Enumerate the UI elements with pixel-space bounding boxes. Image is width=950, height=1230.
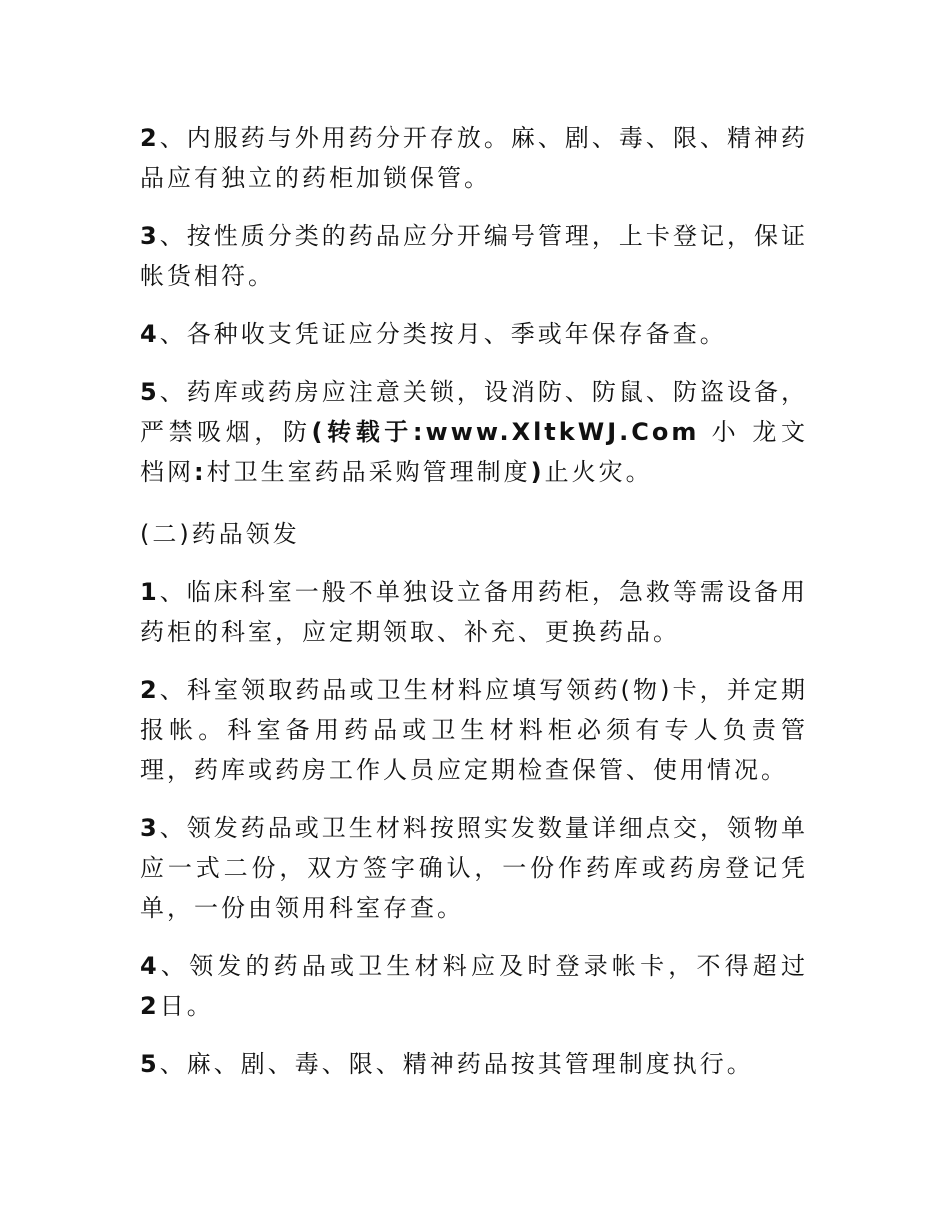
paragraph-text-end: 止火灾。	[544, 458, 653, 486]
source-url-text: 转载于:www.XltkWJ.Com	[325, 418, 700, 446]
item-number: 1	[140, 578, 160, 606]
paragraph-text: 、领发药品或卫生材料按照实发数量详细点交，领物单应一式二份，双方签字确认，一份作药库或药房登记凭单，一份由领用科室存查。	[140, 814, 808, 922]
paragraph-item-3	[140, 216, 808, 296]
section-paragraph-item-1	[140, 572, 808, 652]
item-number: 2	[140, 676, 160, 704]
item-number: 3	[140, 814, 160, 842]
item-number: 4	[140, 952, 160, 980]
item-number: 4	[140, 320, 160, 348]
paragraph-item-4	[140, 314, 808, 354]
paren-open: (	[311, 418, 326, 446]
paragraph-text: 、药库或药房应注意关锁，设消防、防鼠、防盗设备，严禁吸烟，防	[140, 378, 808, 446]
document-page	[140, 118, 808, 1102]
section-paragraph-item-3	[140, 808, 808, 928]
colon: :	[194, 458, 207, 486]
paragraph-item-2	[140, 118, 808, 198]
item-number: 3	[140, 222, 160, 250]
paren-close: )	[530, 458, 545, 486]
paragraph-text: 、临床科室一般不单独设立备用药柜，急救等需设备用药柜的科室，应定期领取、补充、更换药品。	[140, 578, 808, 646]
section-paragraph-item-5	[140, 1044, 808, 1084]
section-heading: (二)药品领发	[140, 520, 300, 548]
paragraph-text: 、领发的药品或卫生材料应及时登录帐卡，不得超过	[159, 952, 808, 980]
paragraph-text: 、麻、剧、毒、限、精神药品按其管理制度执行。	[159, 1050, 754, 1078]
section-paragraph-item-4	[140, 946, 808, 1026]
section-paragraph-item-2	[140, 670, 808, 790]
source-site-text: 小 龙文档网	[140, 418, 808, 486]
item-number: 5	[140, 1050, 160, 1078]
paragraph-text-end: 日。	[159, 992, 214, 1020]
paragraph-text: 、内服药与外用药分开存放。麻、剧、毒、限、精神药品应有独立的药柜加锁保管。	[140, 124, 808, 192]
source-title-text: 村卫生室药品采购管理制度	[206, 458, 531, 486]
paragraph-text: 、各种收支凭证应分类按月、季或年保存备查。	[159, 320, 727, 348]
item-number: 5	[140, 378, 160, 406]
day-count: 2	[140, 992, 160, 1020]
paragraph-text: 、按性质分类的药品应分开编号管理，上卡登记，保证帐货相符。	[140, 222, 808, 290]
item-number: 2	[140, 124, 160, 152]
paragraph-text: 、科室领取药品或卫生材料应填写领药(物)卡，并定期报帐。科室备用药品或卫生材料柜必须有专人负责管理，药库或药房工作人员应定期检查保管、使用情况。	[140, 676, 808, 784]
paragraph-item-5	[140, 372, 808, 492]
